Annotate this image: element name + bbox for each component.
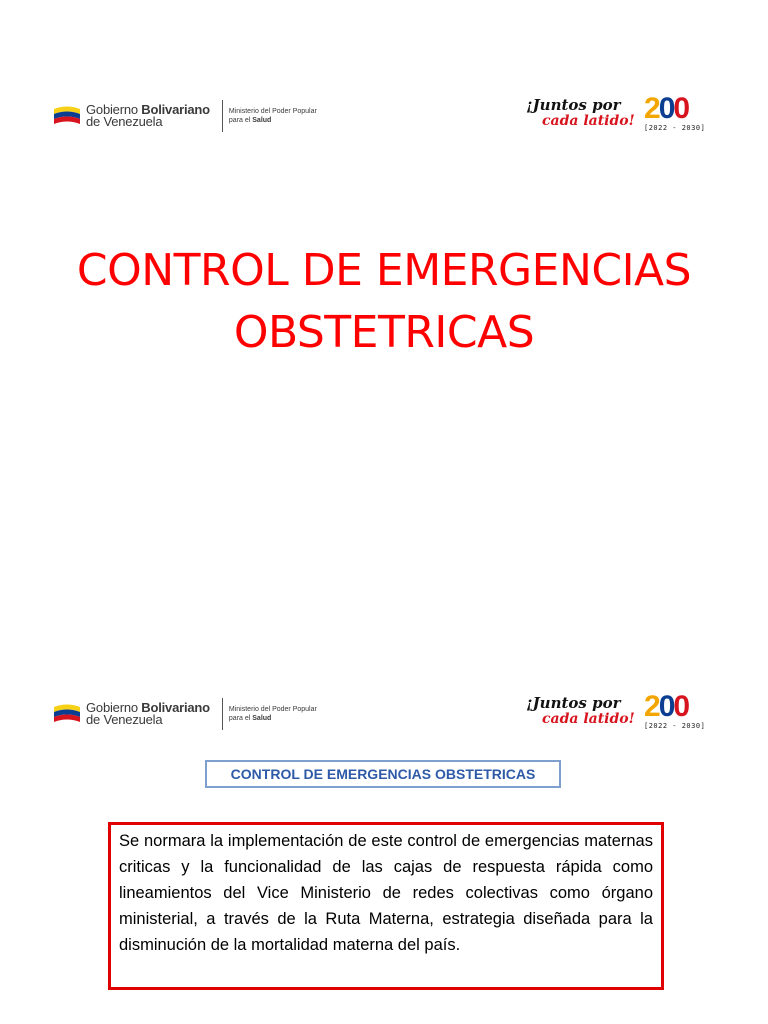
anniversary-digit: 0 <box>658 92 674 125</box>
section-title: CONTROL DE EMERGENCIAS OBSTETRICAS <box>205 760 561 788</box>
slide-header <box>0 90 768 140</box>
government-name <box>86 104 210 128</box>
ministry-name <box>229 107 317 125</box>
government-logo <box>52 98 317 134</box>
ministry-line2-bold: Salud <box>252 715 272 722</box>
ministry-name <box>229 705 317 723</box>
anniversary-years: [2022 - 2030] <box>644 722 706 730</box>
title-line2: OBSTETRICAS <box>233 307 535 358</box>
anniversary-years: [2022 - 2030] <box>644 124 706 132</box>
anniversary-logo <box>642 92 718 136</box>
anniversary-logo <box>642 690 718 734</box>
gov-line2: de Venezuela <box>86 114 163 129</box>
slogan-line1: ¡Juntos por <box>526 96 621 114</box>
logo-divider <box>222 100 223 132</box>
venezuela-flag-icon <box>52 703 82 725</box>
anniversary-digit: 0 <box>673 92 689 125</box>
slogan-line1: ¡Juntos por <box>526 694 621 712</box>
gov-line1-bold: Bolivariano <box>141 102 210 117</box>
anniversary-digit: 0 <box>658 690 674 723</box>
logo-divider <box>222 698 223 730</box>
ministry-line2-bold: Salud <box>252 117 272 124</box>
gov-line1-bold: Bolivariano <box>141 700 210 715</box>
gov-line1-regular: Gobierno <box>86 700 142 715</box>
ministry-line1: Ministerio del Poder Popular <box>228 706 317 713</box>
anniversary-digit: 0 <box>673 690 689 723</box>
slogan-line2: cada latido! <box>542 711 635 727</box>
slogan-line2: cada latido! <box>542 113 635 129</box>
venezuela-flag-icon <box>52 105 82 127</box>
body-paragraph: Se normara la implementación de este control de emergencias maternas criticas y la funcionalidad de las cajas de respuesta rápida como lineamientos del Vice Ministerio de redes colectivas como órgano ministerial, a través de la Ruta Materna, estrategia diseñada para la disminución de la mortalidad materna del país. <box>108 822 664 990</box>
ministry-line2-regular: para el <box>228 117 253 124</box>
slogan-logo <box>526 94 636 134</box>
slogan-logo <box>526 692 636 732</box>
anniversary-number <box>644 92 688 126</box>
anniversary-number <box>644 690 688 724</box>
anniversary-digit: 2 <box>644 92 659 125</box>
slide-content <box>0 670 768 1024</box>
title-line1: CONTROL DE EMERGENCIAS <box>76 245 692 296</box>
government-logo <box>52 696 317 732</box>
gov-line1-regular: Gobierno <box>86 102 142 117</box>
ministry-line2-regular: para el <box>228 715 253 722</box>
page-title <box>0 240 768 364</box>
slide-header <box>0 688 768 738</box>
ministry-line1: Ministerio del Poder Popular <box>228 108 317 115</box>
government-name <box>86 702 210 726</box>
anniversary-digit: 2 <box>644 690 659 723</box>
gov-line2: de Venezuela <box>86 712 163 727</box>
